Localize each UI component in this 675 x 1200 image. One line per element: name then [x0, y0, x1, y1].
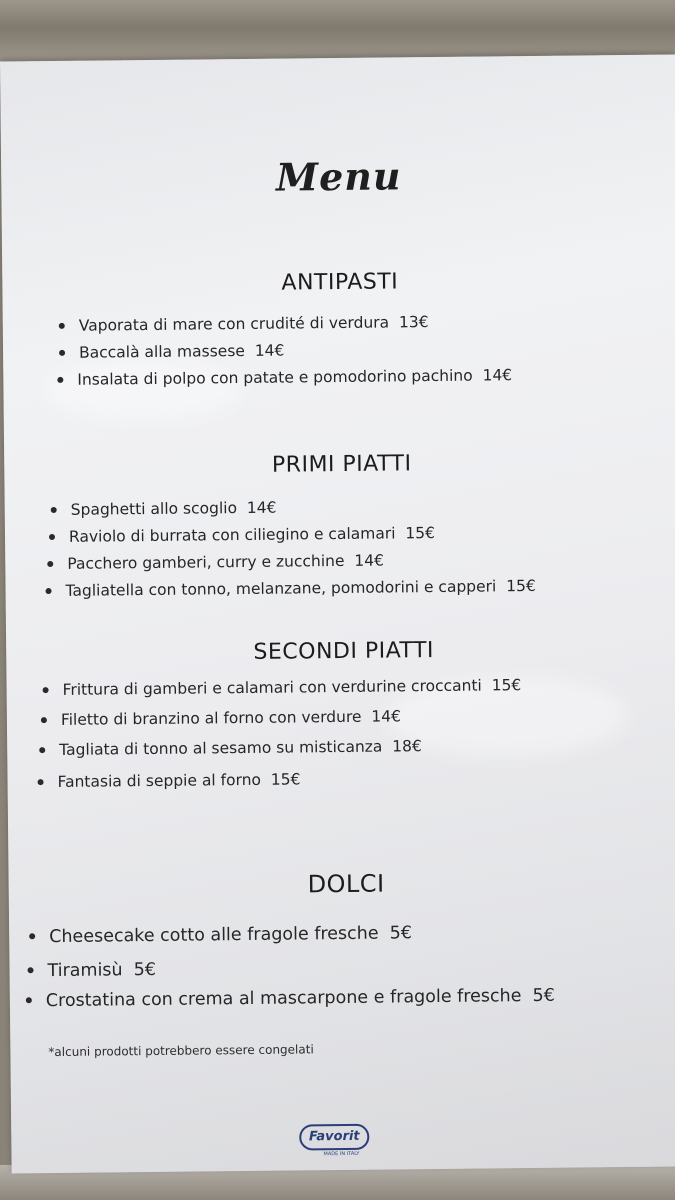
menu-item: Filetto di branzino al forno con verdure 14€: [41, 707, 401, 729]
section-title-secondi-piatti: SECONDI PIATTI: [253, 638, 435, 665]
bullet-icon: [43, 687, 49, 693]
menu-item: Tagliatella con tonno, melanzane, pomodorini e capperi 15€: [45, 577, 535, 600]
bullet-icon: [49, 533, 55, 539]
favorit-logo: Favorit: [299, 1124, 369, 1151]
footnote: *alcuni prodotti potrebbero essere congelati: [48, 1042, 314, 1060]
bullet-icon: [57, 376, 63, 382]
section-title-primi-piatti: PRIMI PIATTI: [271, 451, 412, 478]
menu-item: Spaghetti allo scoglio 14€: [51, 499, 277, 519]
menu-item: Baccalà alla massese 14€: [59, 342, 284, 362]
menu-item: Vaporata di mare con crudité di verdura 13€: [59, 313, 429, 335]
bullet-icon: [59, 349, 65, 355]
menu-item: Insalata di polpo con patate e pomodorino pachino 14€: [57, 366, 512, 389]
menu-item: Raviolo di burrata con ciliegino e calamari 15€: [49, 524, 435, 546]
section-title-dolci: DOLCI: [307, 869, 385, 899]
bullet-icon: [47, 561, 53, 567]
bullet-icon: [46, 588, 52, 594]
bullet-icon: [41, 717, 47, 723]
menu-sheet: [0, 54, 675, 1173]
bullet-icon: [26, 997, 32, 1003]
bullet-icon: [38, 779, 44, 785]
bullet-icon: [39, 747, 45, 753]
menu-item: Crostatina con crema al mascarpone e fragole fresche 5€: [26, 986, 555, 1012]
menu-item: Pacchero gamberi, curry e zucchine 14€: [47, 552, 384, 574]
section-title-antipasti: ANTIPASTI: [281, 269, 399, 296]
menu-item: Tagliata di tonno al sesamo su misticanza 18€: [39, 737, 422, 759]
bullet-icon: [51, 506, 57, 512]
menu-item: Fantasia di seppie al forno 15€: [37, 770, 300, 791]
menu-item: Cheesecake cotto alle fragole fresche 5€: [29, 923, 412, 947]
bullet-icon: [28, 967, 34, 973]
bullet-icon: [29, 933, 35, 939]
logo-subtitle: MADE IN ITALY: [323, 1150, 360, 1158]
menu-title: Menu: [275, 153, 402, 200]
bullet-icon: [59, 322, 65, 328]
menu-item: Tiramisù 5€: [27, 960, 156, 981]
menu-item: Frittura di gamberi e calamari con verdurine croccanti 15€: [43, 676, 522, 699]
